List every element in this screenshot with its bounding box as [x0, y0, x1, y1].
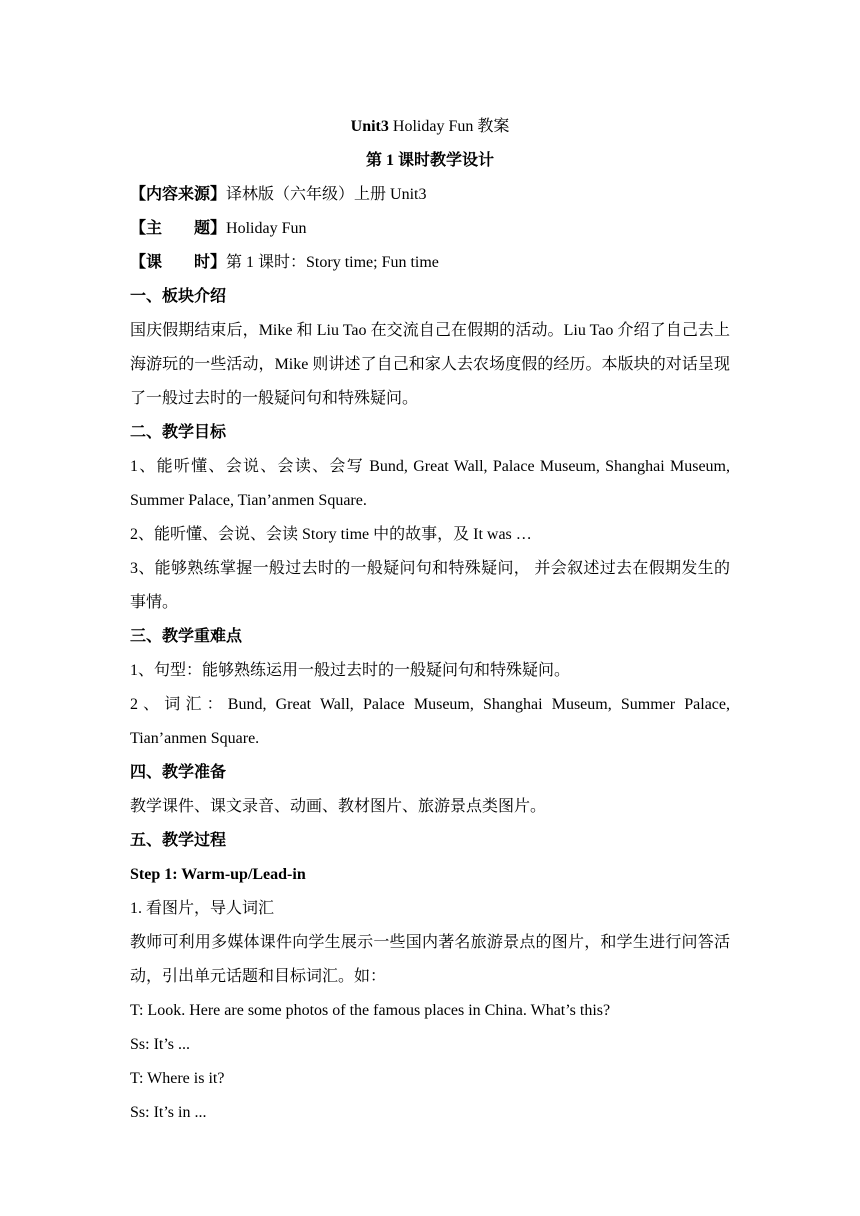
- section-body-preparation: 教学课件、课文录音、动画、教材图片、旅游景点类图片。: [130, 798, 547, 815]
- objective-item-1: 1、能听懂、会说、会读、会写 Bund, Great Wall, Palace Museum, Shanghai Museum, Summer Palace, Tian’anmen Square.: [130, 458, 730, 509]
- step1-item-1: 1. 看图片，导人词汇: [130, 900, 275, 917]
- meta-topic-label: 【主 题】: [130, 220, 227, 237]
- section-heading-intro: 一、板块介绍: [130, 288, 227, 305]
- meta-period-value: 第 1 课时：Story time; Fun time: [226, 254, 439, 271]
- meta-period: [130, 246, 730, 280]
- section-body-intro: 国庆假期结束后，Mike 和 Liu Tao 在交流自己在假期的活动。Liu Tao 介绍了自己去上海游玩的一些活动，Mike 则讲述了自己和家人去农场度假的经历。本版块的对话呈现了一般过去时的一般疑问句和特殊疑问。: [130, 322, 730, 407]
- document-subtitle: 第 1 课时教学设计: [365, 152, 494, 169]
- dialogue-line: Ss: It’s ...: [130, 1036, 191, 1053]
- section-heading-key-points: 三、教学重难点: [130, 628, 243, 645]
- dialogue-line: T: Look. Here are some photos of the famous places in China. What’s this?: [130, 1002, 611, 1019]
- dialogue-line: T: Where is it?: [130, 1070, 225, 1087]
- meta-topic: [130, 212, 730, 246]
- objective-item-2: 2、能听懂、会说、会读 Story time 中的故事，及 It was …: [130, 526, 532, 543]
- step1-body: 教师可利用多媒体课件向学生展示一些国内著名旅游景点的图片，和学生进行问答活动，引出单元话题和目标词汇。如：: [130, 934, 730, 985]
- meta-topic-value: Holiday Fun: [226, 220, 307, 237]
- key-point-item-1: 1、句型：能够熟练运用一般过去时的一般疑问句和特殊疑问。: [130, 662, 571, 679]
- meta-period-label: 【课 时】: [130, 254, 227, 271]
- document-title: [130, 110, 730, 144]
- document-page: [130, 110, 730, 1130]
- step1-heading: Step 1: Warm-up/Lead-in: [130, 866, 306, 883]
- section-heading-preparation: 四、教学准备: [130, 764, 227, 781]
- key-point-item-2: 2、词汇：Bund, Great Wall, Palace Museum, Shanghai Museum, Summer Palace, Tian’anmen Square.: [130, 696, 730, 747]
- meta-source: [130, 178, 730, 212]
- meta-source-label: 【内容来源】: [130, 186, 227, 203]
- title-rest: Holiday Fun 教案: [388, 118, 510, 135]
- title-unit: Unit3: [350, 118, 389, 135]
- section-heading-process: 五、教学过程: [130, 832, 227, 849]
- objective-item-3: 3、能够熟练掌握一般过去时的一般疑问句和特殊疑问， 并会叙述过去在假期发生的事情。: [130, 560, 730, 611]
- section-heading-objectives: 二、教学目标: [130, 424, 227, 441]
- dialogue-line: Ss: It’s in ...: [130, 1104, 207, 1121]
- meta-source-value: 译林版（六年级）上册 Unit3: [226, 186, 427, 203]
